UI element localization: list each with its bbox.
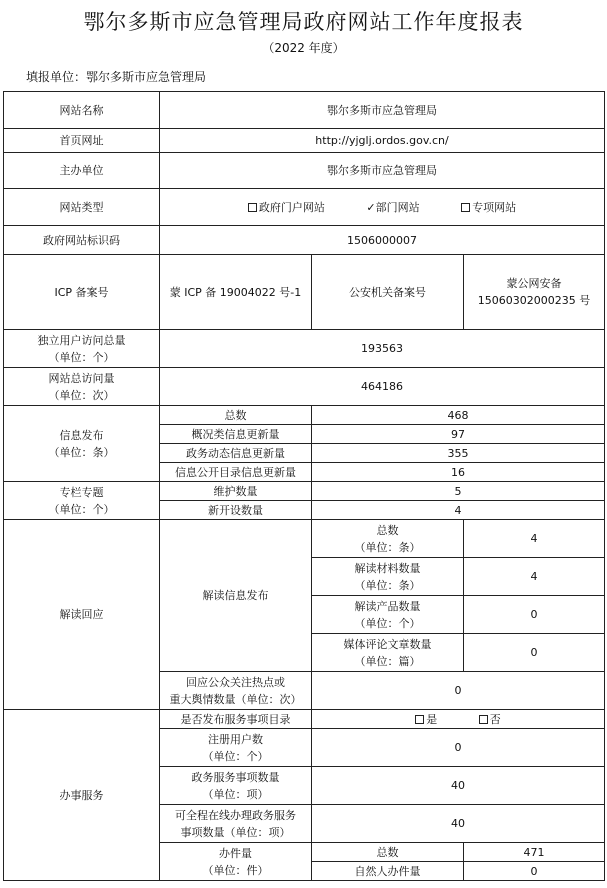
- interpret-product-label: [312, 596, 464, 634]
- home-url-label: 首页网址: [4, 129, 160, 153]
- service-label: 办事服务: [4, 710, 160, 881]
- service-users-label: [160, 729, 312, 767]
- option-label: 否: [489, 712, 501, 726]
- interpret-material-value: 4: [464, 558, 605, 596]
- row-site-name: [4, 92, 605, 129]
- interpret-material-label: [312, 558, 464, 596]
- site-type-option-special: [461, 199, 516, 216]
- checkbox-icon: [248, 203, 257, 212]
- service-users-value: 0: [312, 729, 605, 767]
- info-overview-label: 概况类信息更新量: [160, 425, 312, 444]
- row-page-views: [4, 368, 605, 406]
- row-service-catalog: [4, 710, 605, 729]
- service-online-label-line-1: 可全程在线办理政务服务: [175, 808, 296, 822]
- column-label-line-1: 专栏专题: [59, 485, 104, 499]
- interpret-media-label: [312, 634, 464, 672]
- row-home-url: [4, 129, 605, 153]
- service-natural-label: 自然人办件量: [312, 862, 464, 881]
- option-label: 专项网站: [472, 200, 517, 214]
- column-label: [4, 482, 160, 520]
- row-info-total: [4, 406, 605, 425]
- service-items-value: 40: [312, 767, 605, 805]
- interpret-product-label-line-2: （单位：个）: [354, 616, 421, 630]
- uv-label: [4, 330, 160, 368]
- interpret-product-label-line-1: 解读产品数量: [354, 599, 421, 613]
- column-label-line-2: （单位：个）: [48, 502, 115, 516]
- row-column-maint: [4, 482, 605, 501]
- police-record-value: [464, 255, 605, 330]
- reporting-unit: 填报单位：鄂尔多斯市应急管理局: [26, 70, 207, 84]
- interpret-publish-label: 解读信息发布: [160, 520, 312, 672]
- service-natural-value: 0: [464, 862, 605, 881]
- info-label-line-2: （单位：条）: [48, 445, 115, 459]
- site-code-label: 政府网站标识码: [4, 226, 160, 255]
- site-type-option-department: [366, 199, 419, 216]
- column-new-value: 4: [312, 501, 605, 520]
- uv-value: 193563: [160, 330, 605, 368]
- info-total-label: 总数: [160, 406, 312, 425]
- column-maint-label: 维护数量: [160, 482, 312, 501]
- option-label: 政府门户网站: [258, 200, 325, 214]
- service-option-no: [479, 711, 501, 728]
- interpret-total-label: [312, 520, 464, 558]
- checkbox-icon: [479, 715, 488, 724]
- info-catalog-label: 信息公开目录信息更新量: [160, 463, 312, 482]
- info-label: [4, 406, 160, 482]
- interpret-media-value: 0: [464, 634, 605, 672]
- pv-label: [4, 368, 160, 406]
- info-catalog-value: 16: [312, 463, 605, 482]
- police-record-line-1: 蒙公网安备: [506, 277, 562, 290]
- service-online-label: [160, 805, 312, 843]
- uv-label-line-2: （单位：个）: [48, 350, 115, 364]
- service-online-value: 40: [312, 805, 605, 843]
- column-maint-value: 5: [312, 482, 605, 501]
- site-name-label: 网站名称: [4, 92, 160, 129]
- police-record-line-2: 15060302000235 号: [477, 294, 591, 307]
- service-users-label-line-2: （单位：个）: [202, 749, 269, 763]
- row-site-code: [4, 226, 605, 255]
- interpret-material-label-line-2: （单位：条）: [354, 578, 421, 592]
- report-table: [3, 91, 605, 881]
- interpret-material-label-line-1: 解读材料数量: [354, 561, 421, 575]
- report-year: （2022 年度）: [262, 41, 345, 55]
- icp-value: 蒙 ICP 备 19004022 号-1: [160, 255, 312, 330]
- row-site-type: [4, 189, 605, 226]
- service-handled-label-line-2: （单位：件）: [202, 863, 269, 877]
- service-users-label-line-1: 注册用户数: [208, 732, 263, 746]
- info-dynamic-value: 355: [312, 444, 605, 463]
- row-icp: [4, 255, 605, 330]
- checkbox-icon: [461, 203, 470, 212]
- site-type-label: 网站类型: [4, 189, 160, 226]
- icp-label: ICP 备案号: [4, 255, 160, 330]
- service-handled-label-line-1: 办件量: [219, 846, 252, 860]
- row-sponsor: [4, 153, 605, 189]
- pv-label-line-2: （单位：次）: [48, 388, 115, 402]
- service-handled-label: [160, 843, 312, 881]
- interpret-respond-label-line-2: 重大舆情数量（单位：次）: [169, 692, 302, 706]
- interpret-total-label-line-2: （单位：条）: [354, 540, 421, 554]
- info-overview-value: 97: [312, 425, 605, 444]
- column-new-label: 新开设数量: [160, 501, 312, 520]
- uv-label-line-1: 独立用户访问总量: [37, 333, 126, 347]
- row-unique-visitors: [4, 330, 605, 368]
- service-items-label: [160, 767, 312, 805]
- checkbox-icon: [415, 715, 424, 724]
- interpret-total-label-line-1: 总数: [376, 523, 399, 537]
- service-option-yes: [415, 711, 437, 728]
- service-catalog-options: [312, 710, 605, 729]
- site-name-value: 鄂尔多斯市应急管理局: [160, 92, 605, 129]
- service-handled-total-value: 471: [464, 843, 605, 862]
- service-catalog-label: 是否发布服务事项目录: [160, 710, 312, 729]
- site-type-options: [160, 189, 605, 226]
- interpret-respond-label: [160, 672, 312, 710]
- option-label: 部门网站: [375, 200, 420, 214]
- pv-label-line-1: 网站总访问量: [48, 371, 115, 385]
- home-url-value: http://yjglj.ordos.gov.cn/: [160, 129, 605, 153]
- service-items-label-line-2: （单位：项）: [202, 787, 269, 801]
- interpret-product-value: 0: [464, 596, 605, 634]
- interpret-label: 解读回应: [4, 520, 160, 710]
- info-dynamic-label: 政务动态信息更新量: [160, 444, 312, 463]
- report-title: 鄂尔多斯市应急管理局政府网站工作年度报表: [83, 10, 524, 34]
- check-mark-icon: ✓: [366, 200, 376, 214]
- sponsor-label: 主办单位: [4, 153, 160, 189]
- service-items-label-line-1: 政务服务事项数量: [191, 770, 280, 784]
- interpret-respond-label-line-1: 回应公众关注热点或: [186, 675, 285, 689]
- row-interpret-total: [4, 520, 605, 558]
- service-online-label-line-2: 事项数量（单位：项）: [180, 825, 291, 839]
- service-handled-total-label: 总数: [312, 843, 464, 862]
- option-label: 是: [426, 712, 438, 726]
- sponsor-value: 鄂尔多斯市应急管理局: [160, 153, 605, 189]
- police-record-label: 公安机关备案号: [312, 255, 464, 330]
- info-label-line-1: 信息发布: [59, 428, 104, 442]
- info-total-value: 468: [312, 406, 605, 425]
- site-type-option-portal: [248, 199, 325, 216]
- site-code-value: 1506000007: [160, 226, 605, 255]
- pv-value: 464186: [160, 368, 605, 406]
- interpret-total-value: 4: [464, 520, 605, 558]
- interpret-media-label-line-1: 媒体评论文章数量: [343, 637, 432, 651]
- interpret-respond-value: 0: [312, 672, 605, 710]
- interpret-media-label-line-2: （单位：篇）: [354, 654, 421, 668]
